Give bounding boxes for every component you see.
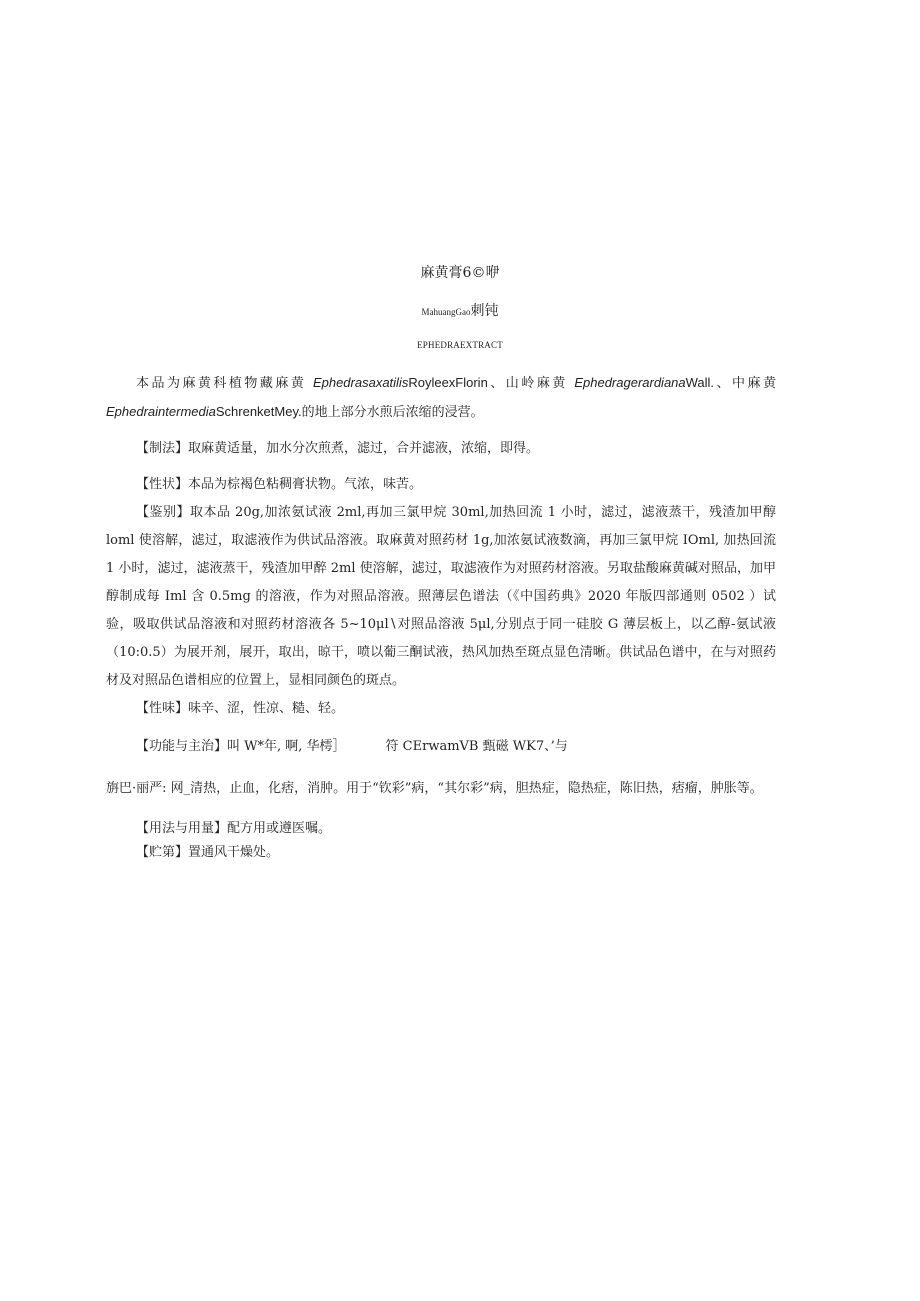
method-heading: 【制法】 bbox=[136, 441, 189, 456]
method-section bbox=[106, 435, 776, 463]
intro-text-1: 本品为麻黄科植物藏麻黄 bbox=[136, 376, 307, 391]
usage-section bbox=[106, 817, 776, 841]
intro-text-3: 、中麻黄 bbox=[714, 376, 776, 391]
storage-heading-bold: 【 bbox=[136, 845, 150, 860]
intro-paragraph bbox=[106, 369, 776, 427]
identification-text: 取本品 20g,加浓氨试液 2ml,再加三氯甲烷 30ml,加热回流 1 小时，滤过，滤液蒸干，残渣加甲醇 loml 使溶解，滤过，取滤液作为供试品溶液。取麻黄对照药材 1g,加浓氨试液数滴，再加三氯甲烷 IOml, 加热回流 1 小时，滤过，滤液蒸干，残渣加甲醉 2ml 使溶解，滤过，取滤液作为对照药材溶液。另取盐酸麻黄碱对照品，加甲醇制成每 Iml 含 0.5mg 的溶液，作为对照品溶液。照薄层色谱法（《中国药典》2020 年版四部通则 0502 ）试验，吸取供试品溶液和对照药材溶液各 5~10μl∖对照品溶液 5μl,分别点于同一硅胶 G 薄层板上，以乙醇-氨试液（10:0.5）为展开剂，展开，取出，晾干，喷以葡三酮试液，热风加热至斑点显色清晰。供试品色谱中，在与对照药材及对照品色谱相应的位置上，显相同颜色的斑点。 bbox=[106, 505, 776, 688]
storage-heading-rest: 贮第】 bbox=[149, 845, 189, 860]
title-pinyin-tail: 刺钝 bbox=[470, 304, 499, 319]
character-text: 本品为棕褐色粘稠膏状物。气浓，味苦。 bbox=[188, 477, 423, 492]
title-pinyin-latin: MahuangGao bbox=[421, 307, 471, 317]
usage-text: 配方用或遵医嘱。 bbox=[227, 821, 332, 836]
intro-text-2: 、山岭麻黄 bbox=[487, 376, 568, 391]
latin-name-3: Ephedraintermedia bbox=[106, 404, 216, 419]
usage-heading-bold: 【用 bbox=[136, 821, 163, 836]
title-pinyin bbox=[0, 300, 920, 320]
function-heading: 【功能与主治】 bbox=[136, 739, 228, 754]
intro-text-4: 的地上部分水煎后浓缩的浸营。 bbox=[301, 405, 484, 420]
usage-heading-rest: 法与用量】 bbox=[162, 821, 228, 836]
function-text-b: 符 CErwamVB 甄磁 WK7、’与 bbox=[385, 739, 568, 754]
character-section bbox=[106, 471, 776, 499]
author-1: RoyleexFlorin bbox=[408, 375, 488, 390]
author-2: Wall. bbox=[685, 375, 715, 390]
taste-section bbox=[106, 695, 776, 723]
title-chinese: 麻黄膏6©咿 bbox=[420, 265, 500, 281]
function-section-body: 旃巴·丽严: 网_清热，止血，化痞，消肿。用于“钦彩”病，“其尔彩”病，胆热症，隐热症，陈旧热，痞瘤，肿胀等。 bbox=[106, 781, 763, 796]
method-text: 取麻黄适量，加水分次煎煮，滤过，合并滤液，浓缩，即得。 bbox=[188, 441, 540, 456]
latin-name-2: Ephedragerardiana bbox=[574, 375, 686, 390]
function-text-a: 叫 W*年, 啊, 华樗］ bbox=[227, 739, 346, 754]
monograph-body bbox=[106, 369, 776, 865]
title-english: EPHEDRAEXTRACT bbox=[417, 340, 503, 350]
identification-heading: 【鉴别】 bbox=[136, 505, 190, 520]
taste-text: 味辛、涩，性凉、糙、轻。 bbox=[188, 701, 345, 716]
storage-section bbox=[106, 841, 776, 865]
taste-heading: 【性味】 bbox=[136, 701, 189, 716]
storage-text: 置通风干燥处。 bbox=[188, 845, 280, 860]
character-heading: 【性状】 bbox=[136, 477, 189, 492]
identification-section bbox=[106, 499, 776, 695]
function-section-heading-line bbox=[106, 733, 776, 761]
latin-name-1: Ephedrasaxatilis bbox=[312, 375, 409, 390]
author-3: SchrenketMey. bbox=[215, 404, 302, 419]
